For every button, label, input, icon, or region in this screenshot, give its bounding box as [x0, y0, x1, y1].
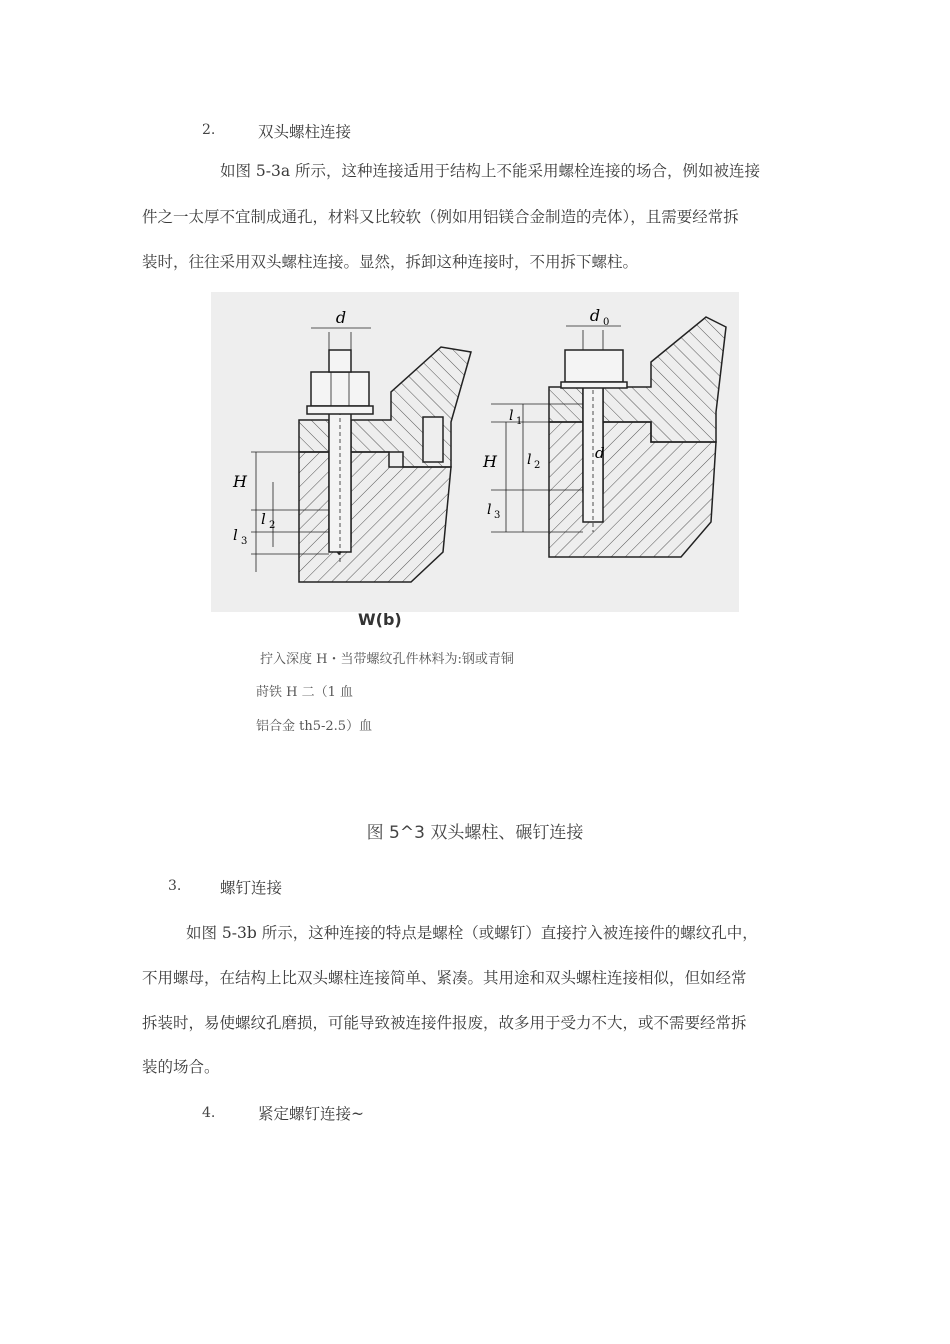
dim-label-l3: l	[233, 526, 238, 544]
dim-label-l2-right-sub: 2	[534, 460, 541, 471]
bolt-connection-figure	[211, 292, 739, 612]
section-3-para-line: 装的场合。	[142, 1058, 220, 1076]
section-3-para-line: 不用螺母，在结构上比双头螺柱连接简单、紧凑。其用途和双头螺柱连接相似，但如经常	[142, 969, 747, 987]
dim-label-l2-right: l	[527, 452, 532, 468]
figure-note: 拧入深度 H・当带螺纹孔件林料为:钢或青铜	[260, 652, 514, 667]
section-2-para-line: 件之一太厚不宜制成通孔，材料又比较软（例如用铝镁合金制造的壳体），且需要经常拆	[142, 208, 739, 226]
dim-label-l1: l	[509, 408, 514, 424]
section-3-para-line: 如图 5-3b 所示，这种连接的特点是螺栓（或螺钉）直接拧入被连接件的螺纹孔中，	[186, 924, 758, 942]
subfigure-label: W(b)	[358, 610, 402, 628]
dim-label-d0: d	[589, 306, 601, 325]
dim-label-d0-sub: 0	[603, 317, 610, 328]
dim-label-l3-sub: 3	[241, 536, 248, 547]
dim-label-l2: l	[261, 510, 266, 528]
dim-label-d-inner: d	[595, 444, 605, 462]
figure-caption: 图 5^3 双头螺柱、碾钉连接	[366, 823, 584, 843]
section-2-title: 双头螺柱连接	[258, 123, 352, 141]
dim-label-H-right: H	[483, 452, 497, 471]
section-3-para-line: 拆装时，易使螺纹孔磨损，可能导致被连接件报废，故多用于受力不大，或不需要经常拆	[142, 1014, 747, 1032]
section-3-number: 3.	[168, 878, 182, 894]
section-2-para-line: 装时，往往采用双头螺柱连接。显然，拆卸这种连接时，不用拆下螺柱。	[142, 253, 639, 271]
dim-label-H: H	[233, 472, 247, 491]
figure-note: 铝合金 th5-2.5）血	[256, 719, 373, 734]
section-4-title: 紧定螺钉连接~	[258, 1105, 364, 1123]
dim-label-d: d	[335, 308, 347, 327]
section-2-para-line: 如图 5-3a 所示，这种连接适用于结构上不能采用螺栓连接的场合，例如被连接	[220, 162, 761, 180]
figure-note: 莳铁 H 二（1 血	[256, 685, 354, 700]
dim-label-l3-right: l	[487, 502, 492, 518]
section-4-number: 4.	[202, 1105, 216, 1121]
section-2-number: 2.	[202, 122, 216, 138]
dim-label-l1-sub: 1	[516, 416, 523, 427]
dim-label-l3-right-sub: 3	[494, 510, 501, 521]
dim-label-l2-sub: 2	[269, 520, 276, 531]
section-3-title: 螺钉连接	[220, 879, 283, 897]
